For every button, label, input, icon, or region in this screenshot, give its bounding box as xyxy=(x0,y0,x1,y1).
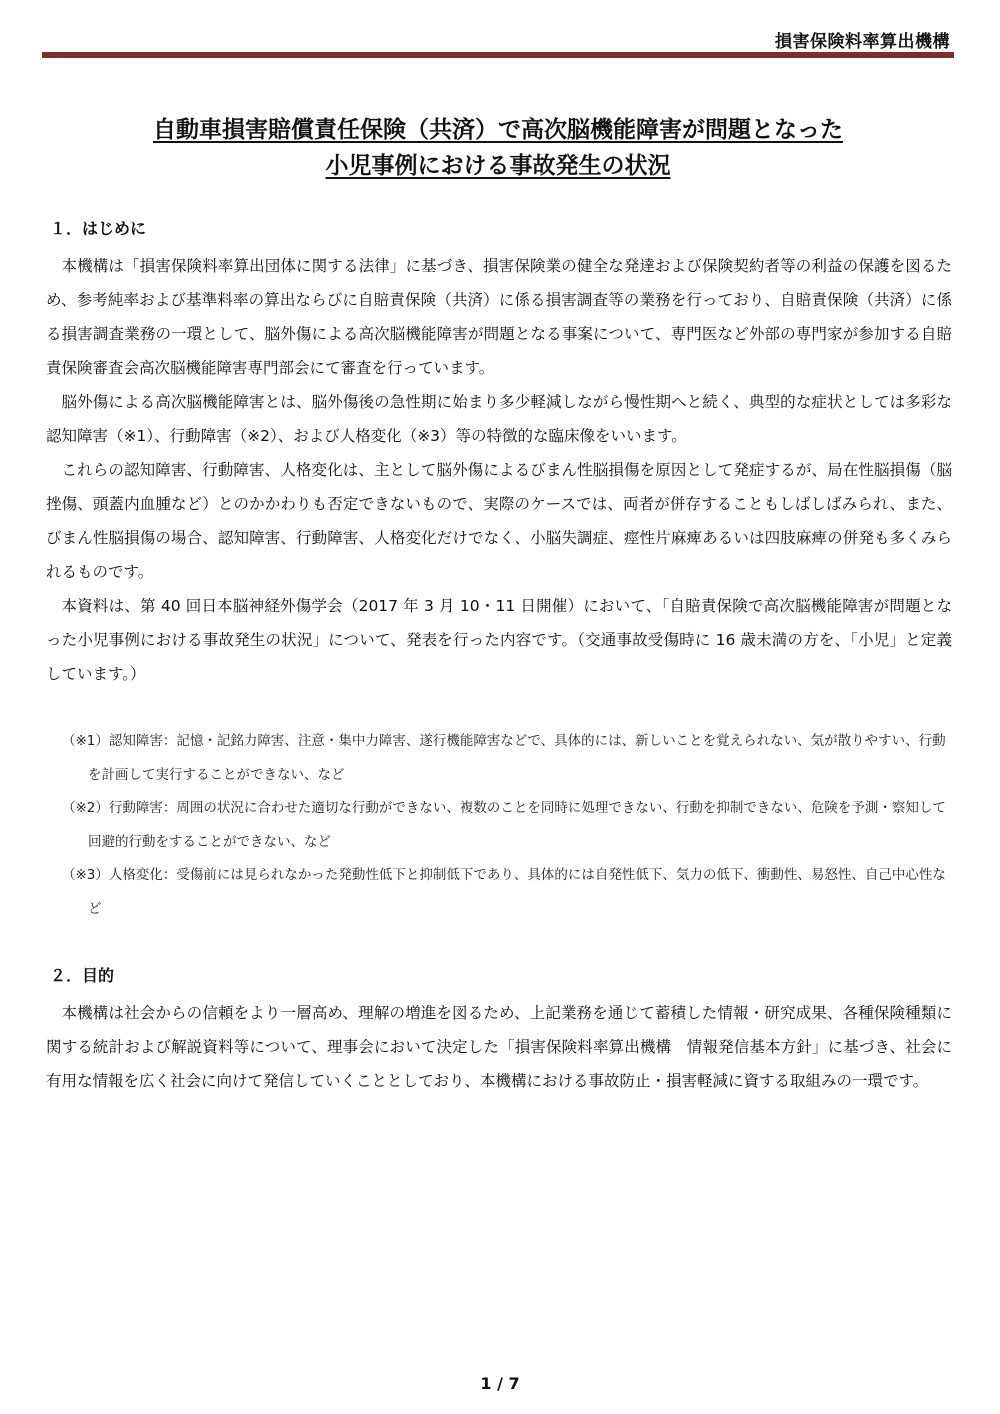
paragraph: 脳外傷による高次脳機能障害とは、脳外傷後の急性期に始まり多少軽減しながら慢性期へと続く、典型的な症状としては多彩な認知障害（※1）、行動障害（※2）、および人格変化（※3）等の特徴的な臨床像をいいます。 xyxy=(46,393,952,445)
section-heading-introduction: １．はじめに xyxy=(50,219,147,238)
paragraph: 本機構は社会からの信頼をより一層高め、理解の増進を図るため、上記業務を通じて蓄積した情報・研究成果、各種保険種類に関する統計および解説資料等について、理事会において決定した「損害保険料率算出機構 情報発信基本方針」に基づき、社会に有用な情報を広く社会に向けて発信していくこととしており、本機構における事故防止・損害軽減に資する取組みの一環です。 xyxy=(46,1004,952,1090)
paragraph: 本機構は「損害保険料率算出団体に関する法律」に基づき、損害保険業の健全な発達および保険契約者等の利益の保護を図るため、参考純率および基準料率の算出ならびに自賠責保険（共済）に係る損害調査等の業務を行っており、自賠責保険（共済）に係る損害調査業務の一環として、脳外傷による高次脳機能障害が問題となる事案について、専門医など外部の専門家が参加する自賠責保険審査会高次脳機能障害専門部会にて審査を行っています。 xyxy=(46,257,952,377)
footnote: （※2）行動障害：周囲の状況に合わせた適切な行動ができない、複数のことを同時に処理できない、行動を抑制できない、危険を予測・察知して回避的行動をすることができない、など xyxy=(62,800,946,850)
footnote: （※3）人格変化：受傷前には見られなかった発動性低下と抑制低下であり、具体的には自発性低下、気力の低下、衝動性、易怒性、自己中心性など xyxy=(62,867,946,917)
paragraph: これらの認知障害、行動障害、人格変化は、主として脳外傷によるびまん性脳損傷を原因として発症するが、局在性脳損傷（脳挫傷、頭蓋内血腫など）とのかかわりも否定できないもので、実際のケースでは、両者が併存することもしばしばみられ、また、びまん性脳損傷の場合、認知障害、行動障害、人格変化だけでなく、小脳失調症、痙性片麻痺あるいは四肢麻痺の併発も多くみられるものです。 xyxy=(46,461,952,581)
paragraph: 本資料は、第 40 回日本脳神経外傷学会（2017 年 3 月 10・11 日開催）において、「自賠責保険で高次脳機能障害が問題となった小児事例における事故発生の状況」について、発表を行った内容です。（交通事故受傷時に 16 歳未満の方を、「小児」と定義しています。） xyxy=(46,597,952,683)
section-purpose xyxy=(46,962,952,1098)
title-line-1: 自動車損害賠償責任保険（共済）で高次脳機能障害が問題となった xyxy=(153,117,843,143)
page-number: 1 / 7 xyxy=(480,1374,520,1393)
header-divider xyxy=(42,52,954,58)
section-heading-purpose: ２．目的 xyxy=(50,966,115,985)
footnote: （※1）認知障害：記憶・記銘力障害、注意・集中力障害、遂行機能障害などで、具体的には、新しいことを覚えられない、気が散りやすい、行動を計画して実行することができない、など xyxy=(62,733,946,783)
footnotes xyxy=(46,725,952,926)
title-line-2: 小児事例における事故発生の状況 xyxy=(325,153,671,179)
document-body xyxy=(46,215,952,1098)
document-title xyxy=(42,112,954,184)
header-organization-name: 損害保険料率算出機構 xyxy=(775,32,950,52)
